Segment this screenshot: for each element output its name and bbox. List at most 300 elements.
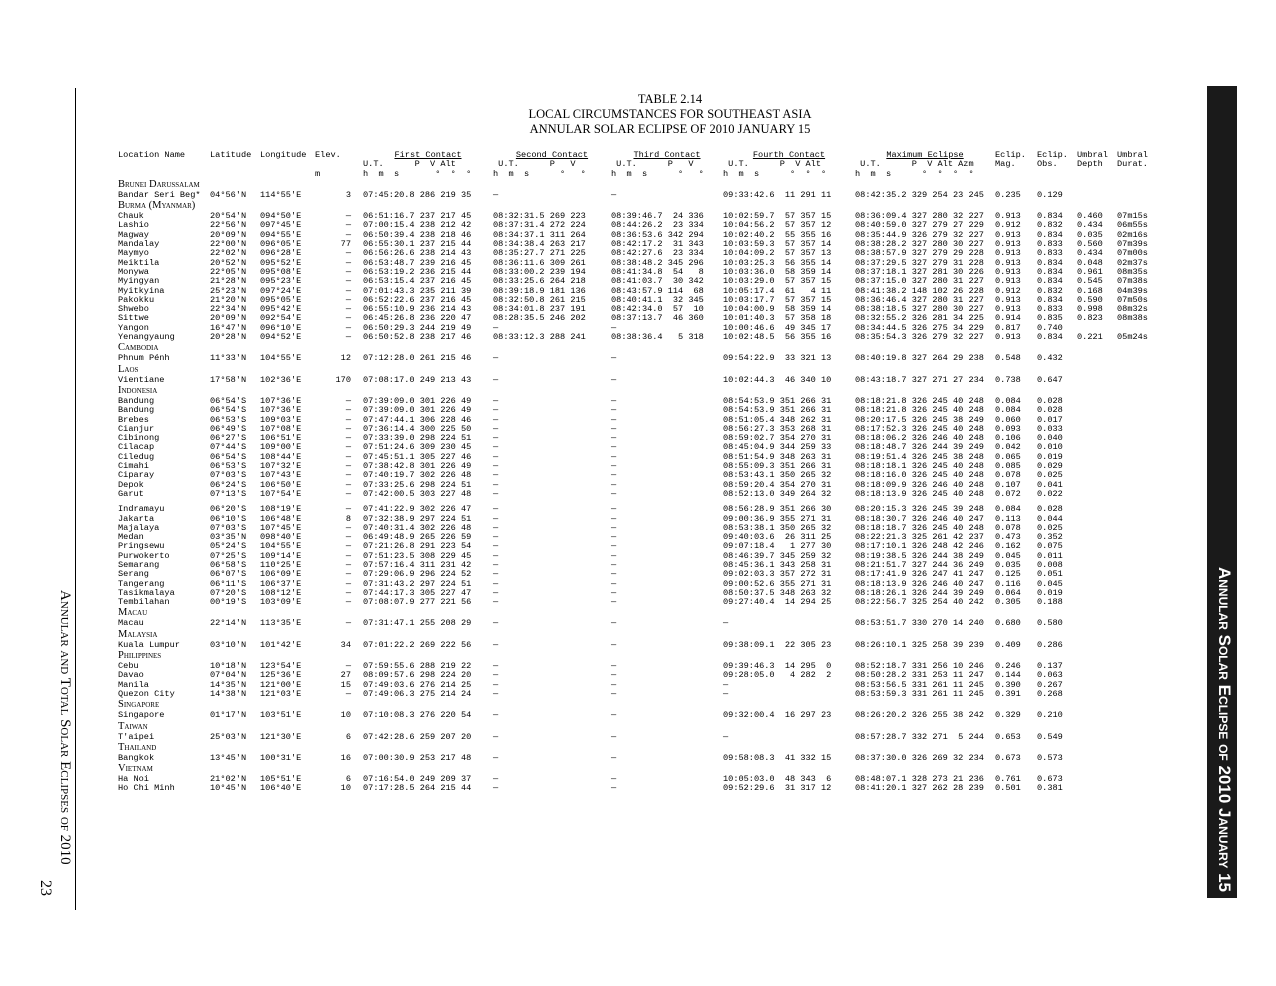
magnitude: 0.106 [995, 433, 1021, 444]
third-contact: — [611, 618, 617, 629]
maximum-eclipse: 08:37:15.0 327 280 31 227 [855, 276, 984, 287]
country-name: Vietnam [118, 763, 153, 775]
fourth-contact: — [723, 618, 729, 629]
fourth-contact: 10:03:17.7 57 357 15 [723, 294, 832, 305]
first-contact: 07:49:03.6 276 214 25 [363, 679, 472, 690]
second-contact: 08:36:11.6 309 261 [493, 257, 586, 268]
magnitude: 0.738 [995, 374, 1021, 385]
magnitude: 0.913 [995, 239, 1021, 250]
obscuration: 0.010 [1037, 442, 1063, 453]
second-contact: — [493, 470, 499, 481]
second-contact: 08:37:31.4 272 224 [493, 220, 586, 231]
maximum-eclipse: 08:17:52.3 326 245 40 248 [855, 423, 984, 434]
elevation: 16 [340, 752, 351, 763]
third-contact: — [611, 442, 617, 453]
first-contact: 07:01:43.3 235 211 39 [363, 285, 472, 296]
umbral-depth [1077, 505, 1117, 514]
fourth-contact: 09:54:22.9 33 321 13 [723, 353, 832, 364]
latitude: 22°05'N [210, 266, 247, 277]
longitude: 094°55'E [260, 229, 302, 240]
chapter-tab-label: Annular Solar Eclipse of 2010 January 15 [1215, 566, 1234, 892]
umbral-duration: 08m38s [1117, 313, 1148, 324]
first-contact: 06:55:10.9 236 214 43 [363, 304, 472, 315]
country-name: Cambodia [118, 342, 159, 354]
table-row [118, 354, 1157, 363]
table-row [118, 598, 1157, 607]
second-contact: — [493, 587, 499, 598]
umbral-duration [1117, 376, 1157, 385]
third-contact: — [611, 541, 617, 552]
umbral-duration [1117, 580, 1157, 589]
blank [260, 170, 315, 179]
umbral-depth [1077, 671, 1117, 680]
elevation: — [345, 597, 351, 608]
magnitude: 0.913 [995, 266, 1021, 277]
fourth-contact: 08:54:53.9 351 266 31 [723, 395, 832, 406]
location-name: Singapore [118, 710, 165, 721]
blank [1117, 170, 1157, 179]
second-contact: 08:33:12.3 288 241 [493, 332, 586, 343]
second-contact: — [493, 679, 499, 690]
umbral-duration: 07m38s [1117, 276, 1148, 287]
magnitude: 0.107 [995, 479, 1021, 490]
fourth-contact: 09:38:09.1 22 305 23 [723, 639, 832, 650]
location-name: Magway [118, 229, 149, 240]
first-contact: 07:08:17.0 249 213 43 [363, 374, 472, 385]
sub-fourth: U.T. P V Alt [723, 159, 821, 170]
longitude: 107°45'E [260, 522, 302, 533]
umbral-depth [1077, 711, 1117, 720]
fourth-contact: 10:01:40.3 57 358 18 [723, 313, 832, 324]
umbral-duration [1117, 598, 1157, 607]
maximum-eclipse: 08:18:06.2 326 246 40 248 [855, 433, 984, 444]
fourth-contact: 10:03:36.0 58 359 14 [723, 266, 832, 277]
location-name: Yangon [118, 322, 149, 333]
second-contact: — [493, 532, 499, 543]
col-location: Location Name [118, 150, 186, 160]
first-contact: 06:51:16.7 237 217 45 [363, 211, 472, 222]
longitude: 113°35'E [260, 618, 302, 629]
longitude: 095°08'E [260, 266, 302, 277]
umbral-duration: 07m50s [1117, 294, 1148, 305]
umbral-depth: 0.221 [1077, 332, 1103, 343]
col-longitude: Longitude [260, 150, 307, 160]
magnitude: 0.078 [995, 470, 1021, 481]
blank [118, 160, 210, 169]
umbral-duration [1117, 462, 1157, 471]
fourth-contact: 10:04:56.2 57 357 12 [723, 220, 832, 231]
fourth-contact: 09:00:36.9 355 271 31 [723, 513, 832, 524]
elevation: — [345, 559, 351, 570]
fourth-contact: 10:02:48.5 56 355 16 [723, 332, 832, 343]
first-contact: 07:41:22.9 302 226 47 [363, 504, 472, 515]
fourth-contact: 09:28:05.0 4 282 2 [723, 670, 832, 681]
maximum-eclipse: 08:37:18.1 327 281 30 226 [855, 266, 984, 277]
elevation: 27 [340, 670, 351, 681]
magnitude: 0.045 [995, 550, 1021, 561]
obscuration: 0.044 [1037, 513, 1063, 524]
obscuration: 0.025 [1037, 522, 1063, 533]
elevation: — [345, 285, 351, 296]
second-contact: — [493, 710, 499, 721]
obscuration: 0.740 [1037, 322, 1063, 333]
magnitude: 0.817 [995, 322, 1021, 333]
elevation: — [345, 442, 351, 453]
umbral-duration [1117, 552, 1157, 561]
third-contact: — [611, 559, 617, 570]
elevation: 10 [340, 783, 351, 794]
maximum-eclipse: 08:26:20.2 326 255 38 242 [855, 710, 984, 721]
location-name: Bangkok [118, 752, 155, 763]
latitude: 03°35'N [210, 532, 247, 543]
maximum-eclipse: 08:18:30.7 326 246 40 247 [855, 513, 984, 524]
first-contact: 07:47:44.1 306 228 46 [363, 414, 472, 425]
fourth-contact: 10:05:17.4 61 4 11 [723, 285, 832, 296]
third-contact: — [611, 679, 617, 690]
obscuration: 0.834 [1037, 266, 1063, 277]
umbral-duration: 05m24s [1117, 332, 1148, 343]
first-contact: 07:32:38.9 297 224 51 [363, 513, 472, 524]
first-contact: 07:10:08.3 276 220 54 [363, 710, 472, 721]
magnitude: 0.042 [995, 442, 1021, 453]
fourth-contact: 10:02:44.3 46 340 10 [723, 374, 832, 385]
second-contact: — [493, 731, 499, 742]
table-row [118, 191, 1157, 200]
obscuration: 0.833 [1037, 239, 1063, 250]
umbral-duration [1117, 711, 1157, 720]
third-contact: — [611, 661, 617, 672]
col-obscuration: Eclip. [1037, 150, 1068, 160]
obscuration: 0.051 [1037, 569, 1063, 580]
magnitude: 0.065 [995, 451, 1021, 462]
location-name: Bandung [118, 405, 155, 416]
magnitude: 0.913 [995, 257, 1021, 268]
umbral-depth [1077, 533, 1117, 542]
longitude: 107°54'E [260, 488, 302, 499]
maximum-eclipse: 08:53:59.3 331 261 11 245 [855, 688, 984, 699]
fourth-contact: 10:05:03.0 48 343 6 [723, 774, 832, 785]
maximum-eclipse: 08:38:57.9 327 279 29 228 [855, 248, 984, 259]
umbral-duration [1117, 416, 1157, 425]
first-contact: 07:40:19.7 302 226 48 [363, 470, 472, 481]
elevation: — [345, 451, 351, 462]
third-contact: — [611, 578, 617, 589]
magnitude: 0.246 [995, 661, 1021, 672]
magnitude: 0.084 [995, 504, 1021, 515]
fourth-contact: — [723, 688, 729, 699]
umbral-depth [1077, 471, 1117, 480]
third-contact: — [611, 513, 617, 524]
latitude: 25°03'N [210, 731, 247, 742]
first-contact: 06:53:48.7 239 216 45 [363, 257, 472, 268]
elevation: — [345, 266, 351, 277]
elevation: — [345, 587, 351, 598]
second-contact: — [493, 559, 499, 570]
fourth-contact: 10:03:25.3 56 355 14 [723, 257, 832, 268]
location-name: Mandalay [118, 239, 160, 250]
umbral-duration [1117, 681, 1157, 690]
second-contact: — [493, 688, 499, 699]
longitude: 106°37'E [260, 578, 302, 589]
fourth-contact: 09:32:00.4 16 297 23 [723, 710, 832, 721]
first-contact: 07:08:07.9 277 221 56 [363, 597, 472, 608]
obscuration: 0.833 [1037, 248, 1063, 259]
page-number: 23 [37, 880, 54, 896]
umbral-depth [1077, 515, 1117, 524]
latitude: 21°02'N [210, 774, 247, 785]
umbral-duration [1117, 542, 1157, 551]
maximum-eclipse: 08:36:46.4 327 280 31 227 [855, 294, 984, 305]
umbral-depth: 0.823 [1077, 313, 1103, 324]
fourth-contact: 08:59:20.4 354 270 31 [723, 479, 832, 490]
first-contact: 06:50:52.8 238 217 46 [363, 332, 472, 343]
latitude: 07°44'S [210, 442, 247, 453]
umbral-duration [1117, 453, 1157, 462]
second-contact: — [493, 488, 499, 499]
location-name: Cebu [118, 661, 139, 672]
maximum-eclipse: 08:38:28.2 327 280 30 227 [855, 239, 984, 250]
second-contact: — [493, 395, 499, 406]
col-third-contact: Third Contact [633, 150, 701, 160]
elevation: — [345, 504, 351, 515]
maximum-eclipse: 08:50:28.2 331 253 11 247 [855, 670, 984, 681]
elevation: — [345, 550, 351, 561]
elevation: 77 [340, 239, 351, 250]
umbral-depth [1077, 542, 1117, 551]
location-name: Kuala Lumpur [118, 639, 180, 650]
col-umbral-depth: Umbral [1077, 150, 1108, 160]
first-contact: 07:33:25.6 298 224 51 [363, 479, 472, 490]
elevation: 12 [340, 353, 351, 364]
longitude: 102°36'E [260, 374, 302, 385]
umbral-duration: 07m39s [1117, 239, 1148, 250]
first-contact: 07:42:00.5 303 227 48 [363, 488, 472, 499]
umbral-depth [1077, 354, 1117, 363]
magnitude: 0.680 [995, 618, 1021, 629]
obscuration: 0.017 [1037, 414, 1063, 425]
third-contact: — [611, 322, 617, 333]
umbral-depth [1077, 524, 1117, 533]
latitude: 20°28'N [210, 332, 247, 343]
second-contact: 08:34:37.1 311 264 [493, 229, 586, 240]
maximum-eclipse: 08:18:18.1 326 245 40 248 [855, 461, 984, 472]
umbral-depth: 0.434 [1077, 248, 1103, 259]
first-contact: 06:50:39.4 238 218 46 [363, 229, 472, 240]
location-name: Ha Noi [118, 774, 149, 785]
third-contact: — [611, 433, 617, 444]
umbral-duration [1117, 471, 1157, 480]
country-name: Burma (Myanmar) [118, 200, 196, 212]
location-name: Depok [118, 479, 144, 490]
location-name: Meiktila [118, 257, 160, 268]
latitude: 22°14'N [210, 618, 247, 629]
third-contact: — [611, 461, 617, 472]
fourth-contact: 08:56:28.9 351 266 30 [723, 504, 832, 515]
latitude: 22°02'N [210, 248, 247, 259]
umbral-depth [1077, 416, 1117, 425]
umbral-depth: 0.048 [1077, 257, 1103, 268]
longitude: 096°05'E [260, 239, 302, 250]
magnitude: 0.116 [995, 578, 1021, 589]
umbral-depth: 0.545 [1077, 276, 1103, 287]
elevation: — [345, 322, 351, 333]
country-heading [118, 629, 1157, 641]
sub-obs: Obs. [1037, 159, 1058, 170]
second-contact: — [493, 661, 499, 672]
fourth-contact: — [723, 731, 729, 742]
magnitude: 0.125 [995, 569, 1021, 580]
maximum-eclipse: 08:18:13.9 326 245 40 248 [855, 488, 984, 499]
second-contact: — [493, 670, 499, 681]
longitude: 109°00'E [260, 442, 302, 453]
longitude: 100°31'E [260, 752, 302, 763]
second-contact: — [493, 353, 499, 364]
longitude: 103°09'E [260, 597, 302, 608]
elevation: 10 [340, 710, 351, 721]
magnitude: 0.078 [995, 522, 1021, 533]
col-elevation: Elev. [315, 150, 341, 160]
first-contact: 07:45:20.8 286 219 35 [363, 189, 472, 200]
third-contact: 08:39:46.7 24 336 [611, 211, 704, 222]
longitude: 107°32'E [260, 461, 302, 472]
latitude: 22°56'N [210, 220, 247, 231]
umbral-depth [1077, 481, 1117, 490]
third-contact: — [611, 189, 617, 200]
longitude: 103°51'E [260, 710, 302, 721]
third-contact: 08:37:13.7 46 360 [611, 313, 704, 324]
longitude: 097°45'E [260, 220, 302, 231]
umbral-duration [1117, 481, 1157, 490]
obscuration: 0.188 [1037, 597, 1063, 608]
longitude: 095°42'E [260, 304, 302, 315]
longitude: 098°40'E [260, 532, 302, 543]
magnitude: 0.673 [995, 752, 1021, 763]
umbral-duration: 07m00s [1117, 248, 1148, 259]
elevation: — [345, 618, 351, 629]
left-margin-rule [75, 88, 76, 910]
location-name: Cianjur [118, 423, 155, 434]
obscuration: 0.045 [1037, 578, 1063, 589]
elevation: — [345, 304, 351, 315]
obscuration: 0.834 [1037, 276, 1063, 287]
latitude: 06°54'S [210, 451, 247, 462]
first-contact: 07:44:17.3 305 227 47 [363, 587, 472, 598]
third-contact: 08:43:57.9 114 68 [611, 285, 704, 296]
umbral-duration [1117, 589, 1157, 598]
third-contact: — [611, 783, 617, 794]
location-name: Manila [118, 679, 149, 690]
umbral-duration [1117, 619, 1157, 628]
first-contact: 07:21:26.8 291 223 54 [363, 541, 472, 552]
fourth-contact: 08:46:39.7 345 259 32 [723, 550, 832, 561]
second-contact: — [493, 405, 499, 416]
location-name: Myitkyina [118, 285, 165, 296]
latitude: 07°25'S [210, 550, 247, 561]
maximum-eclipse: 08:38:18.5 327 280 30 227 [855, 304, 984, 315]
umbral-duration [1117, 406, 1157, 415]
table-subtitle: ANNULAR SOLAR ECLIPSE OF 2010 JANUARY 15 [529, 122, 811, 136]
umbral-duration [1117, 443, 1157, 452]
fourth-contact: 08:45:36.1 343 258 31 [723, 559, 832, 570]
latitude: 06°10'S [210, 513, 247, 524]
table-row [118, 619, 1157, 628]
table-row [118, 376, 1157, 385]
location-name: Quezon City [118, 688, 175, 699]
longitude: 095°52'E [260, 257, 302, 268]
country-name: Laos [118, 363, 139, 375]
umbral-depth [1077, 453, 1117, 462]
latitude: 06°27'S [210, 433, 247, 444]
maximum-eclipse: 08:48:07.1 328 273 21 236 [855, 774, 984, 785]
umbral-depth: 0.560 [1077, 239, 1103, 250]
elevation: — [345, 688, 351, 699]
second-contact: — [493, 479, 499, 490]
elevation: — [345, 257, 351, 268]
latitude: 22°34'N [210, 304, 247, 315]
umbral-duration [1117, 434, 1157, 443]
second-contact: — [493, 374, 499, 385]
magnitude: 0.501 [995, 783, 1021, 794]
third-contact: — [611, 353, 617, 364]
obscuration: 0.834 [1037, 332, 1063, 343]
second-contact: — [493, 783, 499, 794]
first-contact: 06:56:26.6 238 214 43 [363, 248, 472, 259]
longitude: 106°48'E [260, 513, 302, 524]
latitude: 07°03'S [210, 522, 247, 533]
umbral-duration [1117, 784, 1157, 793]
fourth-contact: 10:03:29.0 57 357 15 [723, 276, 832, 287]
longitude: 106°40'E [260, 783, 302, 794]
longitude: 108°44'E [260, 451, 302, 462]
umbral-depth [1077, 191, 1117, 200]
third-contact: 08:38:36.4 5 318 [611, 332, 704, 343]
location-name: Majalaya [118, 522, 160, 533]
latitude: 13°45'N [210, 752, 247, 763]
table-row [118, 784, 1157, 793]
umbral-depth [1077, 784, 1117, 793]
second-contact: 08:39:18.9 181 136 [493, 285, 586, 296]
longitude: 107°43'E [260, 470, 302, 481]
elevation: — [345, 522, 351, 533]
location-name: Medan [118, 532, 144, 543]
latitude: 07°03'S [210, 470, 247, 481]
umbral-duration [1117, 775, 1157, 784]
obscuration: 0.129 [1037, 189, 1063, 200]
umbral-depth [1077, 397, 1117, 406]
maximum-eclipse: 08:53:56.5 331 261 11 245 [855, 679, 984, 690]
umbral-duration [1117, 524, 1157, 533]
third-contact: — [611, 550, 617, 561]
elevation: — [345, 423, 351, 434]
sub-first: U.T. P V Alt [363, 159, 456, 170]
umbral-duration [1117, 397, 1157, 406]
first-contact: 07:49:06.3 275 214 24 [363, 688, 472, 699]
elevation: 170 [335, 374, 351, 385]
umbral-duration [1117, 561, 1157, 570]
latitude: 06°54'S [210, 395, 247, 406]
fourth-contact: 09:58:08.3 41 332 15 [723, 752, 832, 763]
first-contact: 07:59:55.6 288 219 22 [363, 661, 472, 672]
third-contact: — [611, 451, 617, 462]
maximum-eclipse: 08:18:18.7 326 245 40 248 [855, 522, 984, 533]
longitude: 107°36'E [260, 405, 302, 416]
umbral-depth [1077, 490, 1117, 499]
magnitude: 0.913 [995, 276, 1021, 287]
obscuration: 0.029 [1037, 461, 1063, 472]
obscuration: 0.835 [1037, 313, 1063, 324]
obscuration: 0.286 [1037, 639, 1063, 650]
location-name: Tangerang [118, 578, 165, 589]
